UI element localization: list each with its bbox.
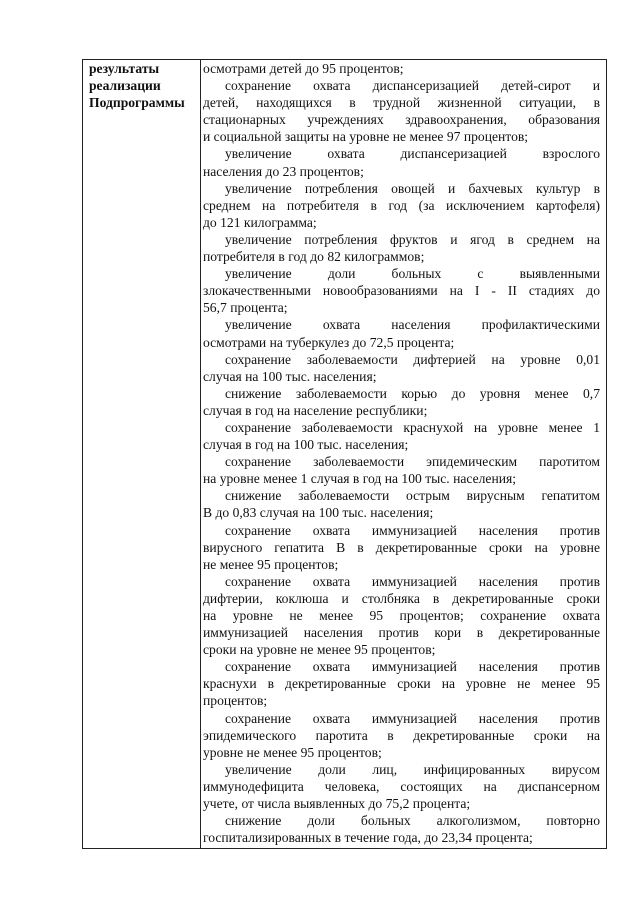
indicator-paragraph <box>203 419 600 453</box>
paragraph-line: среднем на потребителя в год (за исключением картофеля) <box>203 197 600 213</box>
paragraph-line: увеличение потребления овощей и бахчевых культур в <box>225 180 600 196</box>
paragraph-line: процентов; <box>203 693 268 709</box>
indicator-paragraph <box>203 145 600 179</box>
paragraph-line: иммунизацией населения против кори в декретированные <box>203 625 600 641</box>
indicator-paragraph <box>203 351 600 385</box>
paragraph-line: случая на 100 тыс. населения; <box>203 368 377 384</box>
indicator-paragraph <box>203 487 600 521</box>
paragraph-line: эпидемического паротита в декретированные сроки на <box>203 727 600 743</box>
paragraph-line: увеличение доли больных с выявленными <box>225 266 600 282</box>
paragraph-line: населения до 23 процентов; <box>203 163 364 179</box>
paragraph-line: осмотрами детей до 95 процентов; <box>203 61 404 76</box>
paragraph-line: увеличение доли лиц, инфицированных вирусом <box>225 761 600 777</box>
paragraph-line: увеличение охвата диспансеризацией взрослого <box>225 146 600 162</box>
paragraph-line: случая в год на 100 тыс. населения; <box>203 437 409 453</box>
paragraph-line: снижение заболеваемости корью до уровня менее 0,7 <box>225 385 600 401</box>
row-label-line: Подпрограммы <box>89 95 185 111</box>
paragraph-line: дифтерии, коклюша и столбняка в декретированные сроки <box>203 590 600 606</box>
row-label-line: результаты <box>89 61 160 76</box>
paragraph-line: детей, находящихся в трудной жизненной ситуации, в <box>203 95 600 111</box>
indicator-paragraph <box>203 60 600 77</box>
paragraph-line: вирусного гепатита В в декретированные сроки на уровне <box>203 539 600 555</box>
indicator-paragraph <box>203 658 600 709</box>
indicator-paragraph <box>203 761 600 812</box>
indicator-paragraph <box>203 812 600 846</box>
paragraph-line: сроки на уровне не менее 95 процентов; <box>203 642 436 658</box>
row-label-cell <box>89 60 197 111</box>
paragraph-line: до 121 килограмма; <box>203 214 317 230</box>
row-content-cell <box>203 60 600 846</box>
paragraph-line: потребителя в год до 82 килограммов; <box>203 249 425 265</box>
paragraph-line: осмотрами на туберкулез до 72,5 процента; <box>203 334 455 350</box>
paragraph-line: сохранение заболеваемости дифтерией на уровне 0,01 <box>225 351 600 367</box>
indicator-paragraph <box>203 453 600 487</box>
paragraph-line: сохранение охвата иммунизацией населения против <box>225 522 600 538</box>
paragraph-line: стационарных учреждениях здравоохранения, образования <box>203 112 600 128</box>
indicator-paragraph <box>203 385 600 419</box>
indicator-paragraph <box>203 265 600 316</box>
paragraph-line: сохранение заболеваемости эпидемическим паротитом <box>225 454 600 470</box>
paragraph-line: случая в год на население республики; <box>203 402 428 418</box>
indicator-paragraph <box>203 573 600 658</box>
paragraph-line: и социальной защиты на уровне не менее 97 процентов; <box>203 129 529 145</box>
paragraph-line: иммунодефицита человека, состоящих на диспансерном <box>203 778 600 794</box>
indicator-paragraph <box>203 77 600 145</box>
paragraph-line: на уровне менее 1 случая в год на 100 тыс. населения; <box>203 471 517 487</box>
column-divider <box>200 60 201 848</box>
indicator-paragraph <box>203 180 600 231</box>
paragraph-line: сохранение заболеваемости краснухой на уровне менее 1 <box>225 419 600 435</box>
indicator-paragraph <box>203 316 600 350</box>
paragraph-line: краснухи в декретированные сроки на уровне не менее 95 <box>203 676 600 692</box>
results-table <box>82 59 607 849</box>
paragraph-line: сохранение охвата диспансеризацией детей-сирот и <box>225 78 600 94</box>
row-label-line: реализации <box>89 78 161 94</box>
paragraph-line: сохранение охвата иммунизацией населения против <box>225 710 600 726</box>
paragraph-line: госпитализированных в течение года, до 23,34 процента; <box>203 830 533 846</box>
paragraph-line: злокачественными новообразованиями на I - II стадиях до <box>203 283 600 299</box>
paragraph-line: В до 0,83 случая на 100 тыс. населения; <box>203 505 434 521</box>
paragraph-line: снижение доли больных алкоголизмом, повторно <box>225 813 600 829</box>
indicator-paragraph <box>203 231 600 265</box>
paragraph-line: на уровне не менее 95 процентов; сохранение охвата <box>203 608 600 623</box>
paragraph-line: снижение заболеваемости острым вирусным гепатитом <box>225 488 600 504</box>
paragraph-line: увеличение потребления фруктов и ягод в среднем на <box>225 231 600 247</box>
paragraph-line: увеличение охвата населения профилактическими <box>225 317 600 333</box>
paragraph-line: не менее 95 процентов; <box>203 556 339 572</box>
paragraph-line: сохранение охвата иммунизацией населения против <box>225 659 600 675</box>
paragraph-line: 56,7 процента; <box>203 300 288 316</box>
paragraph-line: учете, от числа выявленных до 75,2 процента; <box>203 796 471 812</box>
paragraph-line: сохранение охвата иммунизацией населения против <box>225 573 600 589</box>
indicator-paragraph <box>203 522 600 573</box>
paragraph-line: уровне не менее 95 процентов; <box>203 744 382 760</box>
indicator-paragraph <box>203 710 600 761</box>
